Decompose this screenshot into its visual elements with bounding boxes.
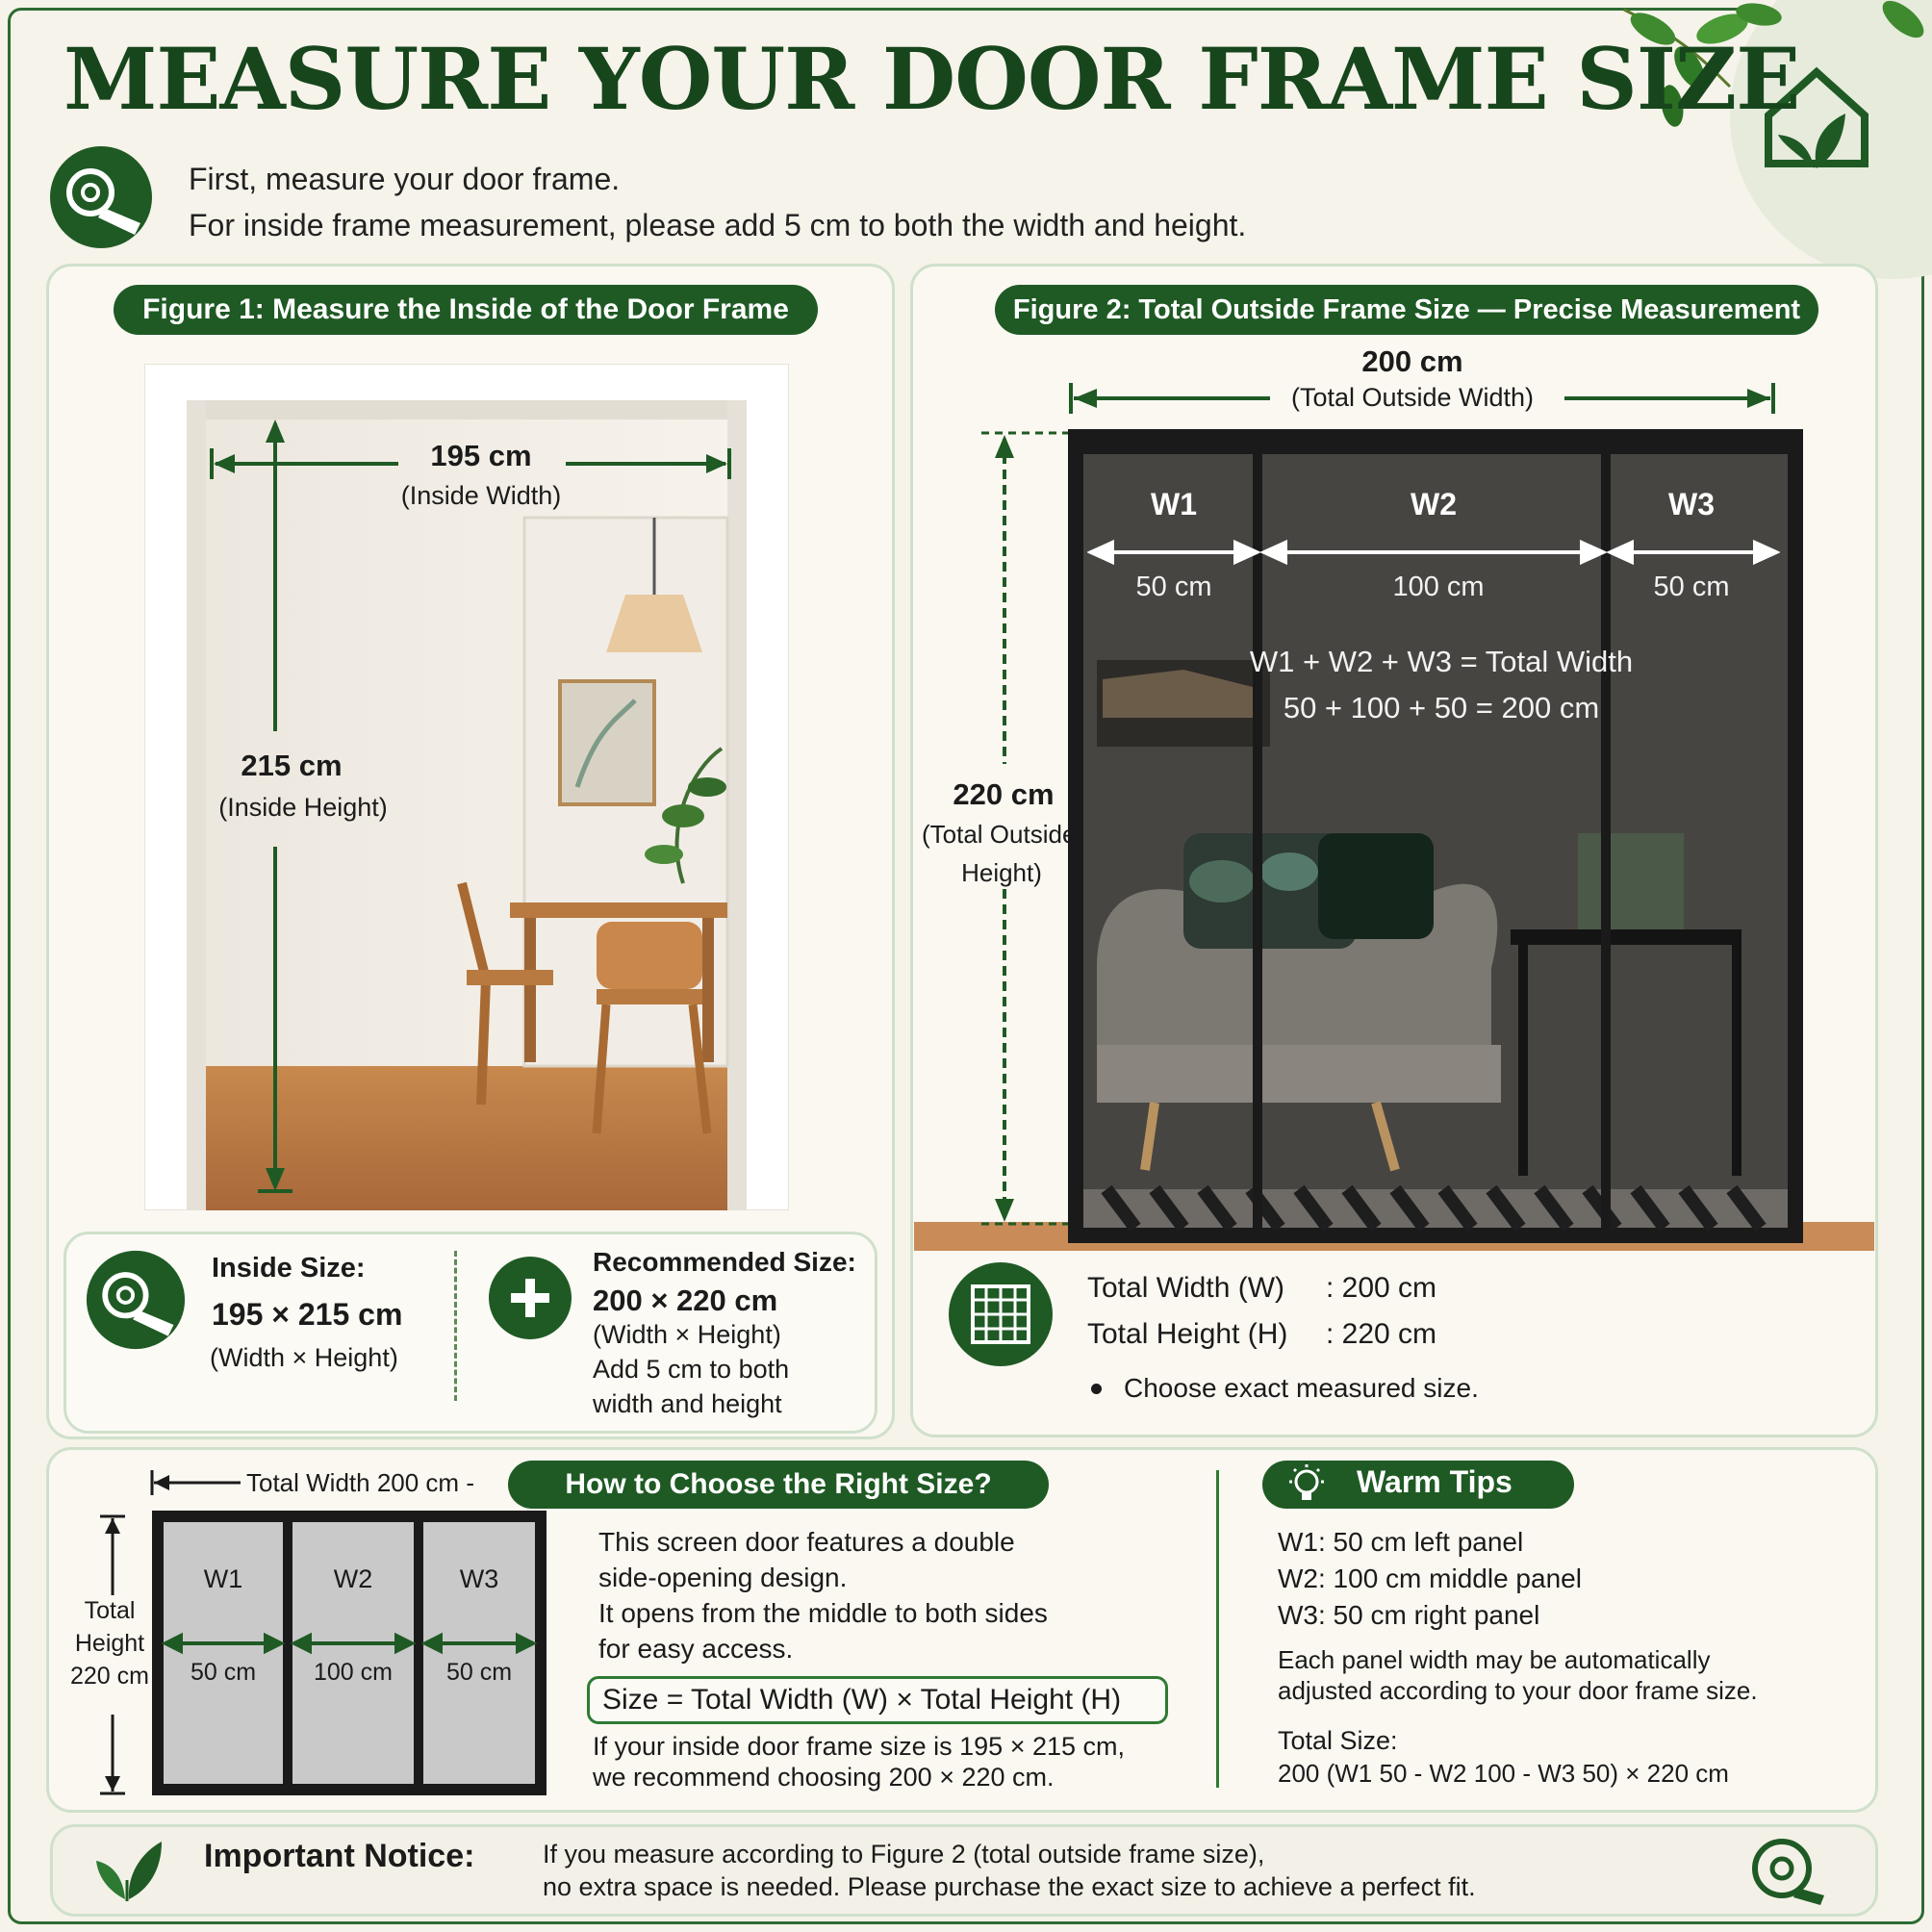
lightbulb-icon — [1284, 1462, 1330, 1507]
recommended-note-2: width and height — [593, 1389, 782, 1418]
choose-heading: How to Choose the Right Size? — [508, 1461, 1049, 1509]
formula-line-1: W1 + W2 + W3 = Total Width — [1249, 645, 1634, 678]
diagram-w1-width: 50 cm — [190, 1659, 257, 1686]
panel-w2-name: W2 — [1411, 487, 1457, 521]
recommended-note-1: Add 5 cm to both — [593, 1355, 790, 1384]
inside-height-label: (Inside Height) — [218, 793, 388, 822]
panel-w2-width: 100 cm — [1392, 572, 1485, 602]
inside-width-value: 195 cm — [430, 439, 532, 472]
notice-line-2: no extra space is needed. Please purchase the exact size to achieve a perfect fit. — [543, 1872, 1476, 1901]
inside-size-value: 195 × 215 cm — [212, 1297, 403, 1332]
choose-desc-3: It opens from the middle to both sides — [598, 1598, 1048, 1628]
tip-w2: W2: 100 cm middle panel — [1278, 1563, 1582, 1593]
panel-diagram — [152, 1511, 547, 1795]
tip-note-1: Each panel width may be automatically — [1278, 1645, 1711, 1674]
page-title: MEASURE YOUR DOOR FRAME SIZE — [64, 29, 1800, 129]
example-line-2: we recommend choosing 200 × 220 cm. — [593, 1763, 1055, 1792]
choose-desc-2: side-opening design. — [598, 1563, 848, 1592]
diagram-w2-width: 100 cm — [314, 1659, 393, 1686]
diagram-w3-width: 50 cm — [445, 1659, 513, 1686]
outside-height-value: 220 cm — [953, 777, 1055, 811]
figure1-heading: Figure 1: Measure the Inside of the Door Frame — [114, 285, 818, 335]
inside-height-value: 215 cm — [241, 749, 343, 782]
choose-desc-1: This screen door features a double — [598, 1527, 1015, 1557]
tip-w1: W1: 50 cm left panel — [1278, 1527, 1524, 1557]
diagram-height-label-2: Height — [74, 1630, 145, 1657]
plus-icon — [489, 1257, 572, 1339]
intro-line-1: First, measure your door frame. — [189, 162, 621, 196]
tape-measure-icon — [48, 144, 154, 250]
tape-measure-icon — [1749, 1834, 1828, 1907]
recommended-unit: (Width × Height) — [593, 1320, 781, 1349]
total-width-label: Total Width (W) — [1087, 1272, 1285, 1304]
choose-exact-note: Choose exact measured size. — [1124, 1373, 1479, 1403]
outside-width-value: 200 cm — [1361, 344, 1463, 378]
diagram-w2-name: W2 — [333, 1564, 373, 1593]
width-arrow-small — [148, 1468, 244, 1497]
choose-desc-4: for easy access. — [598, 1634, 794, 1664]
total-height-value: : 220 cm — [1326, 1318, 1437, 1350]
tip-total-title: Total Size: — [1278, 1726, 1398, 1755]
recommended-value: 200 × 220 cm — [593, 1284, 778, 1317]
formula-line-2: 50 + 100 + 50 = 200 cm — [1283, 691, 1600, 724]
notice-title: Important Notice: — [204, 1838, 475, 1874]
panel-w1-width: 50 cm — [1135, 572, 1212, 602]
outside-height-label-2: Height) — [961, 858, 1042, 887]
diagram-height-label-3: 220 cm — [70, 1663, 149, 1690]
leaf-icon — [90, 1832, 167, 1909]
intro-line-2: For inside frame measurement, please add 5 cm to both the width and height. — [189, 208, 1247, 242]
notice-line-1: If you measure according to Figure 2 (total outside frame size), — [543, 1840, 1265, 1868]
panel-width-arrows — [1087, 535, 1780, 570]
tip-note-2: adjusted according to your door frame size. — [1278, 1676, 1758, 1705]
inside-size-title: Inside Size: — [212, 1253, 366, 1284]
outside-height-label-1: (Total Outside — [922, 820, 1077, 849]
total-width-value: : 200 cm — [1326, 1272, 1437, 1304]
inside-width-label: (Inside Width) — [400, 481, 562, 510]
size-formula: Size = Total Width (W) × Total Height (H) — [602, 1684, 1122, 1716]
diagram-height-label-1: Total — [84, 1597, 136, 1624]
bullet-dot — [1091, 1384, 1102, 1394]
inside-size-unit: (Width × Height) — [210, 1343, 398, 1372]
figure2-heading: Figure 2: Total Outside Frame Size — Precise Measurement — [995, 285, 1818, 335]
diagram-w3-name: W3 — [459, 1564, 499, 1593]
grid-icon — [949, 1262, 1053, 1366]
tips-heading: Warm Tips — [1357, 1464, 1513, 1499]
tip-total-value: 200 (W1 50 - W2 100 - W3 50) × 220 cm — [1278, 1759, 1729, 1788]
tips-divider — [1216, 1470, 1219, 1788]
total-height-label: Total Height (H) — [1087, 1318, 1288, 1350]
tape-measure-icon — [85, 1249, 187, 1351]
diagram-width-label: Total Width 200 cm - — [246, 1468, 474, 1497]
tip-w3: W3: 50 cm right panel — [1278, 1600, 1540, 1630]
panel-w1-name: W1 — [1151, 487, 1197, 521]
info-divider — [454, 1251, 457, 1401]
outside-width-label: (Total Outside Width) — [1290, 383, 1535, 412]
panel-w3-width: 50 cm — [1653, 572, 1730, 602]
diagram-w1-name: W1 — [203, 1564, 243, 1593]
recommended-title: Recommended Size: — [593, 1247, 856, 1277]
example-line-1: If your inside door frame size is 195 × 215 cm, — [593, 1732, 1126, 1761]
panel-w3-name: W3 — [1668, 487, 1715, 521]
